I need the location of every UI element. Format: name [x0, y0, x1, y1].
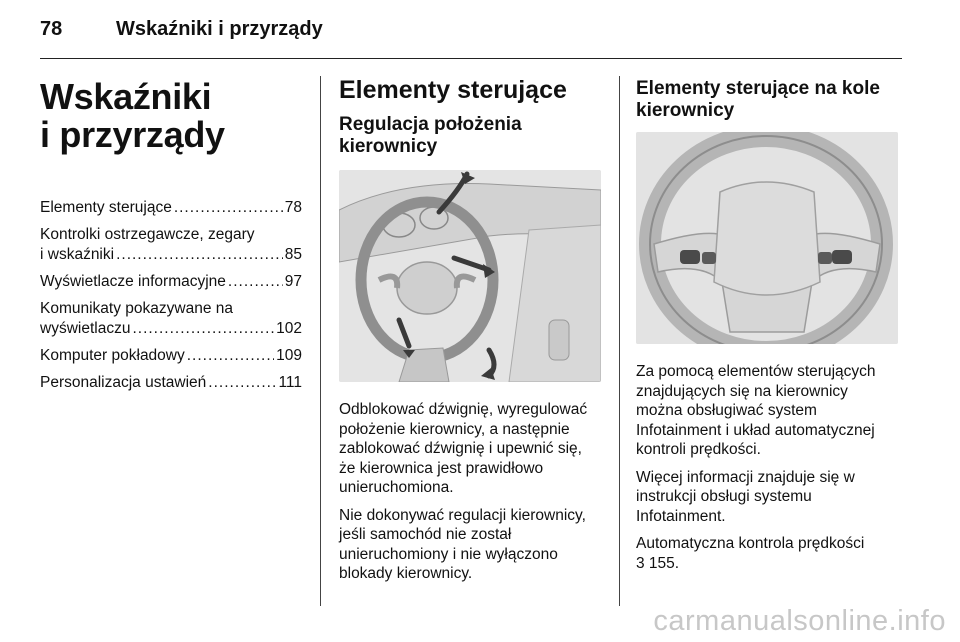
header-rule: [40, 58, 902, 59]
toc-entry[interactable]: Wyświetlacze informacyjne ..... 97: [40, 272, 302, 292]
page-reference-link[interactable]: 3 155.: [636, 554, 680, 572]
steering-column-illustration: [339, 170, 601, 382]
column-divider-1: [320, 76, 321, 606]
paragraph: Za pomocą elementów sterujących znajdujących się na kierownicy można obsługiwać system Infotainment i układ automatycznej kontroli prędkości.: [636, 363, 876, 458]
table-of-contents: [40, 198, 302, 393]
toc-entry[interactable]: Personalizacja ustawień ..... 111: [40, 373, 302, 393]
section-column: [339, 76, 601, 592]
watermark: carmanualsonline.info: [653, 605, 946, 637]
subsection-title: Regulacja położenia kierownicy: [339, 114, 522, 157]
page-header: [40, 18, 323, 41]
section-title: Elementy sterujące na kole kierownicy: [636, 78, 880, 121]
controls-column: [636, 78, 898, 573]
paragraph: Więcej informacji znajduje się w instrukcji obsługi systemu Infotainment.: [636, 468, 855, 525]
column-divider-2: [619, 76, 620, 606]
steering-wheel-figure: [636, 132, 898, 344]
section-body: [636, 362, 898, 573]
section-title: Elementy sterujące: [339, 76, 567, 104]
toc-entry[interactable]: Elementy sterujące ..... 78: [40, 198, 302, 218]
chapter-title: Wskaźniki i przyrządy: [40, 76, 225, 155]
chapter-column: [40, 78, 302, 400]
steering-adjustment-figure: [339, 170, 601, 382]
page-number: 78: [40, 18, 63, 40]
running-title: Wskaźniki i przyrządy: [116, 18, 323, 40]
paragraph: Odblokować dźwignię, wyregulować położenie kierownicy, a następnie zablokować dźwignię i upewnić się, że kierownica jest prawidłowo unieruchomiona.: [339, 401, 588, 496]
section-body: [339, 400, 601, 584]
paragraph: Automatyczna kontrola prędkości 3 155.: [636, 535, 865, 572]
paragraph: Nie dokonywać regulacji kierownicy, jeśli samochód nie został unieruchomiony i nie wyłączono blokady kierownicy.: [339, 506, 586, 582]
toc-entry[interactable]: Komunikaty pokazywane na wyświetlaczu ..... 102: [40, 299, 302, 339]
toc-entry[interactable]: Komputer pokładowy ..... 109: [40, 346, 302, 366]
toc-entry[interactable]: Kontrolki ostrzegawcze, zegary i wskaźniki ..... 85: [40, 225, 302, 265]
steering-wheel-illustration: [636, 132, 898, 344]
